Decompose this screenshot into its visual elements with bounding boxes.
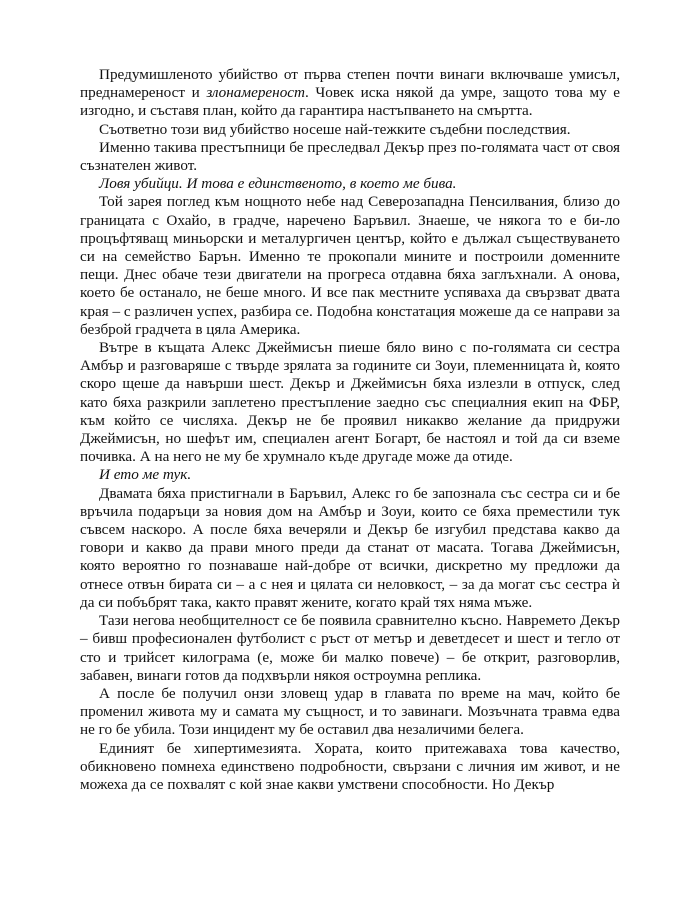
- paragraph: [80, 685, 620, 740]
- paragraph-text: . Човек иска някой да умре, защото това му е изгодно, и съставя план, който да гарантира настъпването на смъртта.: [80, 84, 620, 120]
- paragraph: [80, 139, 620, 175]
- italic-text: И ето ме тук.: [99, 466, 192, 484]
- paragraph: [80, 66, 620, 121]
- paragraph: [80, 121, 620, 139]
- paragraph: [80, 339, 620, 466]
- paragraph-text: Единият бе хипертимезията. Хората, които притежаваха това качество, обикновено помнеха единствено подробности, свързани с личния им живот, и не можеха да се похвалят с кой знае какви умствени способности. Но Декър: [80, 739, 620, 793]
- paragraph-text: Тази негова необщителност се бе появила сравнително късно. Навремето Декър – бивш професионален футболист с ръст от метър и деветдесет и шест и тегло от сто и трийсет килограма (е, може би малко повече) – бе открит, разговорлив, забавен, винаги готов да подхвърли някоя остроумна реплика.: [80, 612, 620, 684]
- paragraph: [80, 612, 620, 685]
- paragraph-text: Съответно този вид убийство носеше най-тежките съдебни последствия.: [99, 120, 571, 138]
- paragraph-text: Вътре в къщата Алекс Джеймисън пиеше бяло вино с по-голямата си сестра Амбър и разговаряше с твърде зрялата за годините си Зоуи, племенницата ѝ, която скоро щеше да навърши шест. Декър и Джеймисън бяха излезли в отпуск, след като бяха разкрили заплетено престъпление заедно със специалния екип на ФБР, към който се числяха. Декър не бе проявил никакво желание да придружи Джеймисън, но шефът им, специален агент Богарт, бе настоял и той да си вземе почивка. А на него не му бе хрумнало къде другаде може да отиде.: [80, 339, 620, 466]
- paragraph: [80, 466, 620, 484]
- paragraph-text: Предумишленото убийство от първа степен почти винаги включваше умисъл, преднамереност и: [80, 66, 620, 102]
- italic-text: злонамереност: [206, 84, 305, 102]
- paragraph-text: Двамата бяха пристигнали в Баръвил, Алекс го бе запознала със сестра си и бе връчила подаръци за новия дом на Амбър и Зоуи, които се бяха преместили тук съвсем наскоро. А после бяха вечеряли и Декър бе изгубил представа какво да говори и какво да прави много преди да станат от масата. Тогава Джеймисън, която вероятно го познаваше най-добре от всички, дискретно му предложи да отнесе отвън бирата си – а с нея и цялата си неловкост, – за да могат със сестра ѝ да си побъбрят така, както правят жените, когато край тях няма мъже.: [80, 484, 620, 611]
- paragraph: [80, 193, 620, 339]
- paragraph-text: А после бе получил онзи зловещ удар в главата по време на мач, който бе променил живота му и самата му същност, и то завинаги. Мозъчната травма едва не го бе убила. Този инцидент му бе оставил два незаличими белега.: [80, 684, 620, 739]
- paragraph: [80, 740, 620, 795]
- paragraph: [80, 175, 620, 193]
- paragraph: [80, 485, 620, 612]
- paragraph-text: Той зарея поглед към нощното небе над Северозападна Пенсилвания, близо до границата с Охайо, в градче, наречено Баръвил. Знаеше, че някога то е би-ло процъфтяващ миньорски и металургичен център, който е дължал съществуването си на семейство Барън. Именно те прокопали мините и построили доменните пещи. Днес обаче тези двигатели на прогреса отдавна бяха заглъхнали. А онова, което бе останало, не беше много. И все пак местните успяваха да свързват двата края – с различен успех, разбира се. Подобна констатация можеше да се направи за безброй градчета в цяла Америка.: [80, 193, 621, 338]
- paragraph-text: Именно такива престъпници бе преследвал Декър през по-голямата част от своя съзнателен живот.: [80, 138, 620, 175]
- italic-text: Ловя убийци. И това е единственото, в което ме бива.: [99, 175, 457, 193]
- body-text: [80, 66, 620, 794]
